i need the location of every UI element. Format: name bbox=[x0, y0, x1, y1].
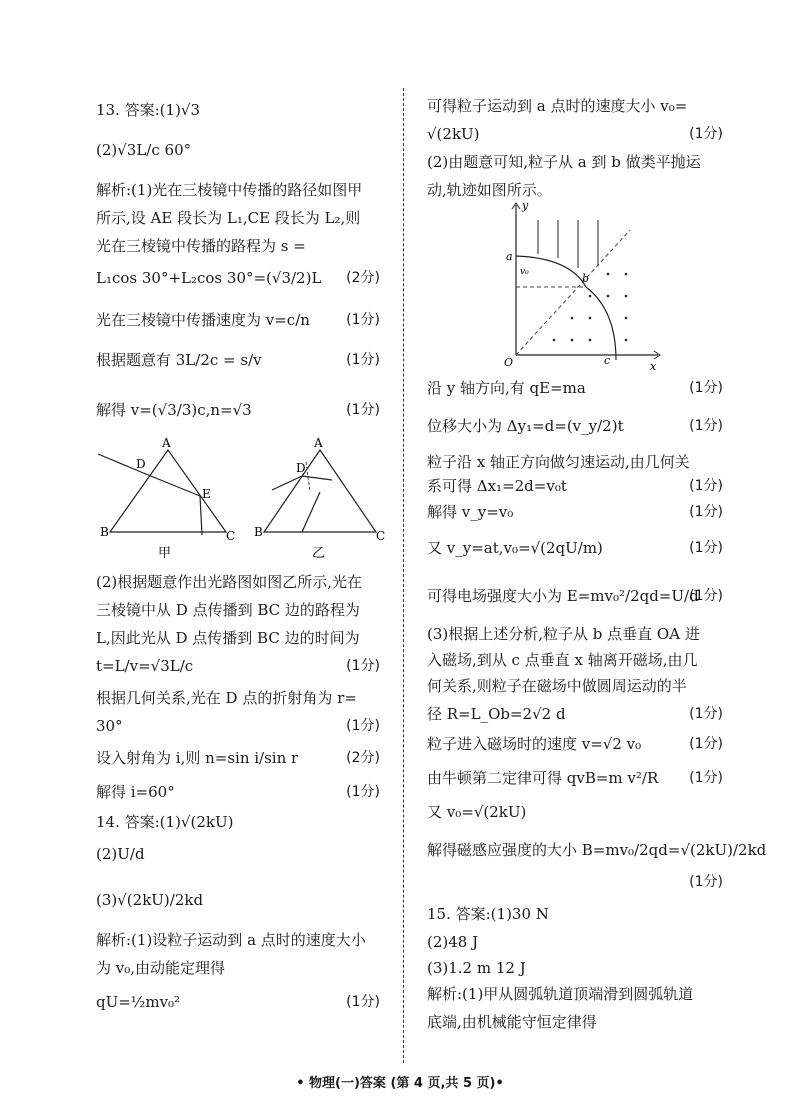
score-points: (1分) bbox=[346, 658, 380, 674]
score-points: (1分) bbox=[689, 874, 723, 890]
line-text: 解析:(1)设粒子运动到 a 点时的速度大小 bbox=[96, 931, 366, 949]
right-line bbox=[427, 124, 723, 144]
line-text: 解析:(1)光在三棱镜中传播的路径如图甲 bbox=[96, 181, 363, 199]
line-text: 根据几何关系,光在 D 点的折射角为 r= bbox=[96, 689, 357, 707]
right-line bbox=[427, 802, 723, 822]
line-text: 15. 答案:(1)30 N bbox=[427, 905, 549, 923]
score-points: (1分) bbox=[689, 588, 723, 604]
right-line bbox=[427, 840, 767, 860]
line-text: 入磁场,到从 c 点垂直 x 轴离开磁场,由几 bbox=[427, 651, 698, 669]
score-points: (1分) bbox=[689, 736, 723, 752]
label-b: b bbox=[582, 272, 590, 285]
line-text: 解得 v=(√3/3)c,n=√3 bbox=[96, 401, 252, 419]
right-line bbox=[427, 416, 723, 436]
prism-figure-jia bbox=[96, 432, 246, 562]
caption-jia: 甲 bbox=[158, 546, 172, 561]
line-text: 又 v₀=√(2kU) bbox=[427, 803, 527, 821]
line-text: L₁cos 30°+L₂cos 30°=(√3/2)L bbox=[96, 269, 322, 287]
left-line bbox=[96, 812, 380, 832]
label-A: A bbox=[314, 436, 323, 450]
label-D: D bbox=[136, 457, 146, 471]
line-text: 又 v_y=at,v₀=√(2qU/m) bbox=[427, 539, 603, 557]
right-line bbox=[427, 152, 723, 172]
label-v0: v₀ bbox=[520, 267, 529, 277]
label-E: E bbox=[202, 487, 211, 501]
left-line bbox=[96, 716, 380, 736]
score-points: (1分) bbox=[689, 770, 723, 786]
right-line bbox=[427, 958, 723, 978]
right-line bbox=[427, 904, 723, 924]
score-points: (1分) bbox=[689, 478, 723, 494]
label-C: C bbox=[376, 529, 386, 543]
left-line bbox=[96, 350, 380, 370]
line-text: 为 v₀,由动能定理得 bbox=[96, 959, 226, 977]
caption-yi: 乙 bbox=[312, 546, 326, 561]
left-line bbox=[96, 748, 380, 768]
line-text: (2)48 J bbox=[427, 933, 479, 951]
line-text: 位移大小为 Δy₁=d=(v_y/2)t bbox=[427, 417, 624, 435]
line-text: 径 R=L_Ob=2√2 d bbox=[427, 705, 566, 723]
line-text: 三棱镜中从 D 点传播到 BC 边的路程为 bbox=[96, 601, 360, 619]
line-text: √(2kU) bbox=[427, 125, 480, 143]
line-text: 30° bbox=[96, 717, 123, 735]
left-line bbox=[96, 400, 380, 420]
right-line bbox=[427, 624, 723, 644]
label-O: O bbox=[504, 356, 514, 369]
line-text: 沿 y 轴方向,有 qE=ma bbox=[427, 379, 586, 397]
line-text: 14. 答案:(1)√(2kU) bbox=[96, 813, 234, 831]
line-text: (3)根据上述分析,粒子从 b 点垂直 OA 进 bbox=[427, 625, 700, 643]
left-line bbox=[96, 100, 380, 120]
left-line bbox=[96, 930, 380, 950]
right-line bbox=[427, 1012, 723, 1032]
right-line bbox=[427, 96, 723, 116]
line-text: 底端,由机械能守恒定律得 bbox=[427, 1013, 597, 1031]
left-line bbox=[96, 208, 380, 228]
left-line bbox=[96, 140, 380, 160]
left-line bbox=[96, 572, 380, 592]
right-line bbox=[427, 476, 723, 496]
score-points: (1分) bbox=[346, 718, 380, 734]
left-line bbox=[96, 268, 380, 288]
label-B: B bbox=[254, 525, 263, 539]
right-line bbox=[427, 676, 723, 696]
left-line bbox=[96, 310, 380, 330]
left-line bbox=[96, 600, 380, 620]
line-text: qU=½mv₀² bbox=[96, 993, 181, 1011]
line-text: 设入射角为 i,则 n=sin i/sin r bbox=[96, 749, 299, 767]
left-line bbox=[96, 180, 380, 200]
left-line bbox=[96, 844, 380, 864]
line-text: L,因此光从 D 点传播到 BC 边的时间为 bbox=[96, 629, 360, 647]
left-line bbox=[96, 890, 380, 910]
line-text: (2)由题意可知,粒子从 a 到 b 做类平抛运 bbox=[427, 153, 701, 171]
score-points: (1分) bbox=[346, 402, 380, 418]
field-trajectory-figure bbox=[498, 200, 668, 375]
score-points: (1分) bbox=[689, 540, 723, 556]
right-line bbox=[427, 586, 723, 606]
right-line bbox=[427, 984, 723, 1004]
label-A: A bbox=[162, 436, 171, 450]
line-text: 由牛顿第二定律可得 qvB=m v²/R bbox=[427, 769, 659, 787]
line-text: 解析:(1)甲从圆弧轨道顶端滑到圆弧轨道 bbox=[427, 985, 694, 1003]
score-points: (2分) bbox=[346, 750, 380, 766]
line-text: 所示,设 AE 段长为 L₁,CE 段长为 L₂,则 bbox=[96, 209, 361, 227]
label-x: x bbox=[650, 360, 657, 373]
right-line bbox=[427, 932, 723, 952]
score-points: (1分) bbox=[689, 504, 723, 520]
score-points: (2分) bbox=[346, 270, 380, 286]
left-line bbox=[96, 992, 380, 1012]
left-line bbox=[96, 688, 380, 708]
score-points: (1分) bbox=[689, 126, 723, 142]
right-line bbox=[427, 378, 723, 398]
score-points: (1分) bbox=[346, 352, 380, 368]
left-line bbox=[96, 782, 380, 802]
right-line bbox=[427, 502, 723, 522]
line-text: 可得电场强度大小为 E=mv₀²/2qd=U/d bbox=[427, 587, 699, 605]
column-divider bbox=[403, 88, 404, 1063]
line-text: 光在三棱镜中传播的路程为 s = bbox=[96, 237, 306, 255]
score-points: (1分) bbox=[346, 994, 380, 1010]
label-c: c bbox=[604, 354, 611, 367]
right-line bbox=[427, 180, 723, 200]
line-text: 动,轨迹如图所示。 bbox=[427, 181, 552, 199]
prism-figure-yi bbox=[250, 432, 390, 562]
score-points: (1分) bbox=[346, 784, 380, 800]
score-points: (1分) bbox=[689, 706, 723, 722]
line-text: (3)1.2 m 12 J bbox=[427, 959, 526, 977]
line-text: 解得 v_y=v₀ bbox=[427, 503, 514, 521]
line-text: t=L/v=√3L/c bbox=[96, 657, 194, 675]
left-line bbox=[96, 656, 380, 676]
score-points: (1分) bbox=[689, 380, 723, 396]
score-points: (1分) bbox=[346, 312, 380, 328]
label-a: a bbox=[506, 250, 513, 263]
line-text: (2)根据题意作出光路图如图乙所示,光在 bbox=[96, 573, 363, 591]
right-line bbox=[427, 452, 723, 472]
right-line bbox=[427, 734, 723, 754]
line-text: 根据题意有 3L/2c = s/v bbox=[96, 351, 262, 369]
line-text: (2)U/d bbox=[96, 845, 145, 863]
line-text: 解得磁感应强度的大小 B=mv₀/2qd=√(2kU)/2kd bbox=[427, 841, 767, 859]
line-text: (3)√(2kU)/2kd bbox=[96, 891, 204, 909]
line-text: 何关系,则粒子在磁场中做圆周运动的半 bbox=[427, 677, 687, 695]
label-D: D bbox=[296, 461, 306, 475]
right-line bbox=[427, 704, 723, 724]
right-line bbox=[427, 768, 723, 788]
line-text: 粒子进入磁场时的速度 v=√2 v₀ bbox=[427, 735, 642, 753]
left-line bbox=[96, 628, 380, 648]
score-points: (1分) bbox=[689, 418, 723, 434]
left-line bbox=[96, 236, 380, 256]
left-line bbox=[96, 958, 380, 978]
right-line bbox=[427, 650, 723, 670]
label-B: B bbox=[100, 525, 109, 539]
line-text: (2)√3L/c 60° bbox=[96, 141, 192, 159]
right-line bbox=[427, 538, 723, 558]
label-C: C bbox=[226, 529, 236, 543]
line-text: 粒子沿 x 轴正方向做匀速运动,由几何关 bbox=[427, 453, 690, 471]
line-text: 可得粒子运动到 a 点时的速度大小 v₀= bbox=[427, 97, 688, 115]
label-y: y bbox=[522, 200, 529, 212]
line-text: 系可得 Δx₁=2d=v₀t bbox=[427, 477, 567, 495]
line-text: 13. 答案:(1)√3 bbox=[96, 101, 201, 119]
page-footer: • 物理(一)答案 (第 4 页,共 5 页)• bbox=[296, 1076, 504, 1091]
line-text: 解得 i=60° bbox=[96, 783, 175, 801]
line-text: 光在三棱镜中传播速度为 v=c/n bbox=[96, 311, 310, 329]
